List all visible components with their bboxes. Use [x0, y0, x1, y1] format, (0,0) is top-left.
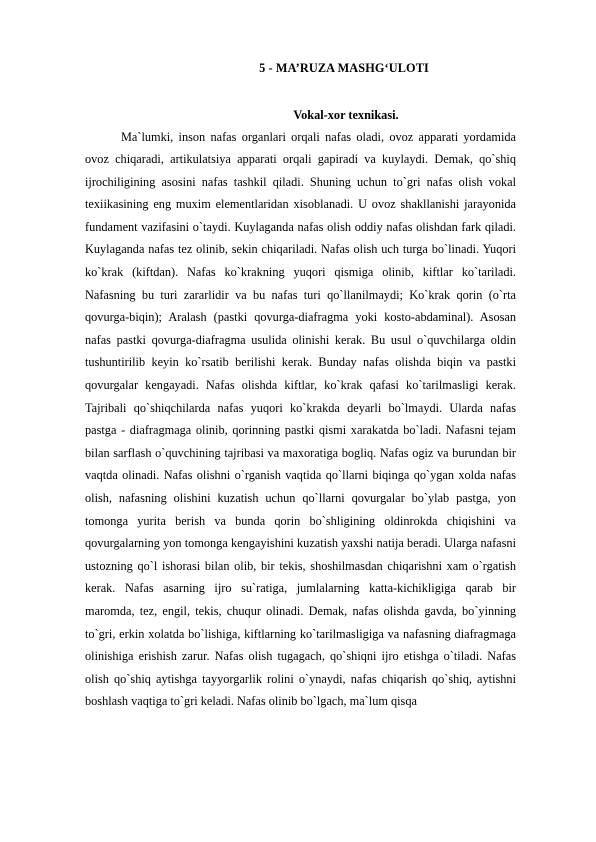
section-subtitle: Vokal-xor texnikasi.	[293, 108, 399, 122]
body-paragraph: Ma`lumki, inson nafas organlari orqali nafas oladi, ovoz apparati yordamida ovoz chiqaradi, artikulatsiya apparati orqali gapiradi va kuylaydi. Demak, qo`shiq ijrochiligining asosini nafas tashkil qiladi. Shuning uchun to`gri nafas olish vokal texiikasining eng muxim elementlaridan xisoblanadi. U ovoz shakllanishi jarayonida fundament vazifasini o`taydi. Kuylaganda nafas olish oddiy nafas olishdan fark qiladi. Kuylaganda nafas tez olinib, sekin chiqariladi. Nafas olish uch turga bo`linadi. Yuqori ko`krak (kiftdan). Nafas ko`krakning yuqori qismiga olinib, kiftlar ko`tariladi. Nafasning bu turi zararlidir va bu nafas turi qo`llanilmaydi; Ko`krak qorin (o`rta qovurga-biqin); Aralash (pastki qovurga-diafragma yoki kosto-abdaminal). Asosan nafas pastki qovurga-diafragma usulida olinishi kerak. Bu usul o`quvchilarga oldin tushuntirilib keyin ko`rsatib berilishi kerak. Bunday nafas olishda biqin va pastki qovurgalar kengayadi. Nafas olishda kiftlar, ko`krak qafasi ko`tarilmasligi kerak. Tajribali qo`shiqchilarda nafas yuqori ko`krakda deyarli bo`lmaydi. Ularda nafas pastga - diafragmaga olinib, qorinning pastki qismi xarakatda bo`ladi. Nafasni tejam bilan sarflash o`quvchining tajribasi va maxoratiga bogliq. Nafas ogiz va burundan bir vaqtda olinadi. Nafas olishni o`rganish vaqtida qo`llarni biqinga qo`ygan xolda nafas olish, nafasning olishini kuzatish uchun qo`llarni qovurgalar bo`ylab pastga, yon tomonga yurita berish va bunda qorin bo`shligining oldinrokda chiqishini va qovurgalarning yon tomonga kengayishini kuzatish yaxshi natija beradi. Ularga nafasni ustozning qo`l ishorasi bilan olib, bir tekis, shoshilmasdan chiqarishni xam o`rgatish kerak. Nafas asarning ijro su`ratiga, jumlalarning katta-kichikligiga qarab bir maromda, tez, engil, tekis, chuqur olinadi. Demak, nafas olishda gavda, bo`yinning to`gri, erkin xolatda bo`lishiga, kiftlarning ko`tarilmasligiga va nafasning diafragmaga olinishiga erishish zarur. Nafas olish tugagach, qo`shiqni ijro etishga o`tiladi. Nafas olish qo`shiq aytishga tayyorgarlik rolini o`ynaydi, nafas chiqarish qo`shiq, aytishni boshlash vaqtiga to`gri keladi. Nafas olinib bo`lgach, ma`lum qisqa	[85, 129, 516, 709]
page-title: 5 - MA’RUZA MASHG‘ULOTI	[259, 61, 429, 75]
